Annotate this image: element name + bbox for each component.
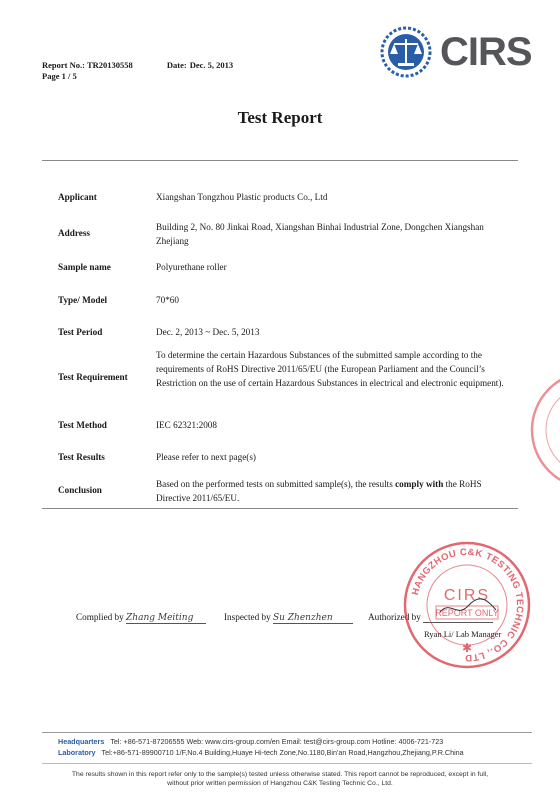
row-test-requirement <box>58 348 508 390</box>
compiled-signature-text: Zhang Meiting <box>126 613 194 623</box>
company-seal-stamp <box>402 540 532 670</box>
top-divider <box>42 160 518 161</box>
row-label: Test Method <box>58 420 107 430</box>
partial-seal-stamp <box>520 365 560 495</box>
laboratory-label: Laboratory <box>58 748 96 757</box>
row-type-model <box>58 293 508 307</box>
stamp-star-icon: ✱ <box>461 641 473 655</box>
footer-headquarters <box>58 737 443 746</box>
conclusion-bold: comply with <box>395 479 444 489</box>
authorized-name: Ryan Li/ Lab Manager <box>424 629 502 639</box>
headquarters-text: Tel: +86-571-87206555 Web: www.cirs-group.com/en Email: test@cirs-group.com Hotline: 4006-721-723 <box>110 737 444 746</box>
footer-divider-2 <box>42 763 532 764</box>
stamp-center-bottom: REPORT ONLY <box>435 608 499 618</box>
disclaimer-line-1: The results shown in this report refer only to the sample(s) tested unless otherwise stated. This report cannot be reproduced, except in full, <box>71 771 489 778</box>
row-label: Type/ Model <box>58 295 108 305</box>
row-test-results <box>58 450 508 464</box>
row-label: Applicant <box>58 192 97 202</box>
report-no <box>42 60 149 70</box>
report-no-value: TR20130558 <box>86 60 133 70</box>
row-value: Polyurethane roller <box>156 262 227 272</box>
row-label: Address <box>58 228 90 238</box>
scales-emblem-icon <box>376 24 436 80</box>
report-date <box>167 60 249 70</box>
row-value: IEC 62321:2008 <box>156 420 217 430</box>
conclusion-text <box>156 477 508 505</box>
compiled-by <box>76 612 206 624</box>
row-applicant <box>58 190 327 204</box>
row-label: Test Requirement <box>58 372 128 382</box>
report-no-label: Report No.: <box>42 60 85 70</box>
row-address <box>58 220 508 248</box>
page-number: Page 1 / 5 <box>42 71 77 81</box>
row-value: Please refer to next page(s) <box>156 452 256 462</box>
inspected-by-label: Inspected by <box>224 612 271 622</box>
headquarters-label: Headquarters <box>58 737 105 746</box>
inspected-by <box>224 612 353 624</box>
authorized-by-label: Authorized by <box>368 612 421 622</box>
row-value: To determine the certain Hazardous Substances of the submitted sample according to the requirements of RoHS Directive 2011/65/EU (the European Parliament and the Council’s Restriction on the use of certain Hazardous Substances in electrical and electronic equipment). <box>156 350 504 388</box>
row-label: Test Period <box>58 327 103 337</box>
disclaimer <box>0 770 560 788</box>
laboratory-text: Tel:+86-571-89900710 1/F,No.4 Building,Huaye Hi-tech Zone,No.1180,Bin'an Road,Hangzhou,Zhejiang,P.R.China <box>101 748 464 757</box>
bottom-divider <box>42 508 518 509</box>
compiled-by-label: Complied by <box>76 612 124 622</box>
compiled-by-signature <box>126 612 206 624</box>
row-value: Dec. 2, 2013 ~ Dec. 5, 2013 <box>156 327 260 337</box>
row-conclusion <box>58 477 508 505</box>
conclusion-post: the RoHS Directive 2011/65/EU. <box>156 479 482 503</box>
row-sample-name <box>58 260 508 274</box>
row-label: Test Results <box>58 452 105 462</box>
row-test-method <box>58 418 508 432</box>
inspected-signature-text: Su Zhenzhen <box>272 613 333 623</box>
row-value: Building 2, No. 80 Jinkai Road, Xiangshan Binhai Industrial Zone, Dongchen Xiangshan Zhejiang <box>156 222 484 246</box>
date-value: Dec. 5, 2013 <box>189 60 234 70</box>
stamp-ring-text: HANGZHOU C&K TESTING TECHNIC CO., LTD <box>410 546 526 664</box>
footer-laboratory <box>58 748 464 757</box>
stamp-center-top: CIRS <box>443 587 491 604</box>
report-header <box>42 60 265 82</box>
row-value: Xiangshan Tongzhou Plastic products Co., Ltd <box>156 192 328 202</box>
date-label: Date: <box>166 60 187 70</box>
logo-text: CIRS <box>440 30 532 74</box>
row-test-period <box>58 325 508 339</box>
row-label: Sample name <box>58 262 111 272</box>
row-value: 70*60 <box>156 295 179 305</box>
footer-divider <box>42 732 532 733</box>
conclusion-pre: Based on the performed tests on submitted sample(s), the results <box>156 479 396 489</box>
disclaimer-line-2: without prior written permission of Hangzhou C&K Testing Technic Co., Ltd. <box>167 780 393 787</box>
page-title: Test Report <box>237 108 323 127</box>
inspected-by-signature <box>273 612 353 624</box>
row-label: Conclusion <box>58 485 102 495</box>
